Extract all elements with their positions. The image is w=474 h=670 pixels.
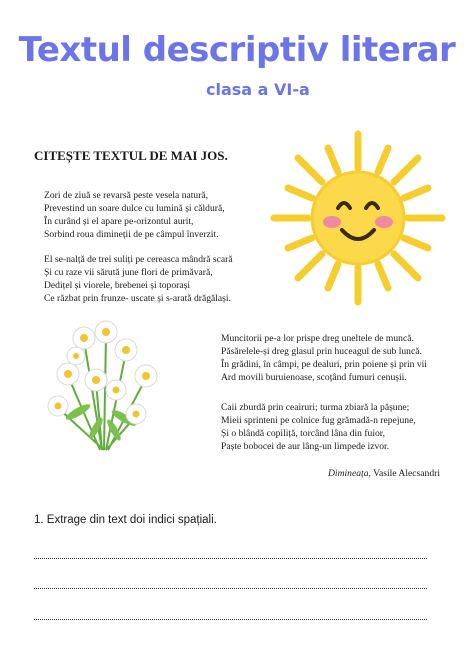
poem-line: Muncitorii pe-a lor prispe dreg uneltele de muncă. [221,333,414,344]
poem-line: Și o blândă copiliță, torcând lâna din fuior, [221,428,385,439]
poem-line: Ard movili buruienoase, scoțând fumuri cenușii. [221,372,407,383]
answer-line[interactable] [34,588,427,589]
poem-line: Ce răzbat prin frunze- uscate și s-arată drăgălași. [44,293,231,304]
answer-line[interactable] [34,558,427,559]
poem-line: Dedițel și viorele, brebenei și toporași [44,280,190,291]
poem-line: Prevestind un soare dulce cu lumină și căldură, [44,203,225,214]
poem-line: Paște bobocei de aur lâng-un limpede izvor. [221,441,390,452]
answer-line[interactable] [34,619,427,620]
poem-source [200,468,440,479]
poem-work-title: Dimineața [327,468,369,479]
poem-line: Sorbind roua dimineții de pe câmpul înverzit. [44,229,219,240]
poem-line: Păsărelele-și dreg glasul prin huceagul de sub luncă. [221,346,422,357]
poem-line: În curând și el apare pe-orizontul aurit, [44,216,194,227]
poem-line: Zori de ziuă se revarsă peste vesela natură, [44,190,209,201]
poem-author: , Vasile Alecsandri [368,468,440,479]
poem-line: El se-nalță de trei suliți pe cereasca mândră scară [44,254,233,265]
poem-line: Mieii sprinteni pe colnice fug grămadă-n repejune, [221,415,416,426]
poem-stanza-1 [44,189,225,241]
poem-line: Caii zburdă prin ceairuri; turma zbiară la pășune; [221,402,410,413]
poem-stanza-2 [44,253,233,305]
poem-stanza-3 [221,332,427,384]
page-subtitle: clasa a VI-a [206,80,310,99]
page-title: Textul descriptiv literar [18,30,456,70]
poem-stanza-4 [221,401,416,453]
reading-instruction: CITEȘTE TEXTUL DE MAI JOS. [34,148,228,163]
poem-line: În grădini, în câmpi, pe dealuri, prin poiene și prin vii [221,359,427,370]
exercise-question: 1. Extrage din text doi indici spațiali. [34,514,217,526]
daisy-bouquet-icon [38,312,168,454]
sun-icon [262,122,454,314]
poem-line: Și cu raze vii sărută june flori de primăvară, [44,267,213,278]
